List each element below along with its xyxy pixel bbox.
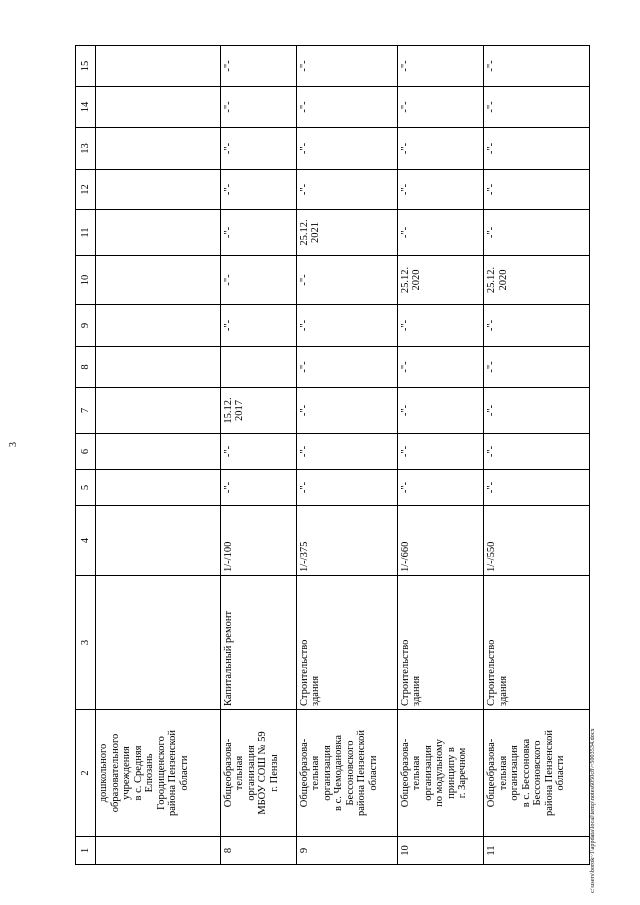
header-row	[76, 46, 96, 865]
table-cell	[96, 46, 221, 87]
header-cell: 15	[76, 46, 96, 87]
table-cell: -"-	[220, 170, 296, 210]
table-cell: -"-	[296, 87, 397, 128]
header-cell: 3	[76, 576, 96, 710]
table-cell	[96, 256, 221, 305]
table-cell: -"-	[484, 87, 590, 128]
table-cell	[96, 210, 221, 256]
header-cell: 14	[76, 87, 96, 128]
table-cell	[220, 347, 296, 388]
table-cell: -"-	[296, 388, 397, 434]
table-cell	[96, 576, 221, 710]
table-row	[220, 46, 296, 865]
header-cell: 9	[76, 305, 96, 347]
table-cell: -"-	[484, 470, 590, 506]
table-cell: -"-	[484, 128, 590, 170]
table-cell: 1/-/375	[296, 506, 397, 576]
header-cell: 1	[76, 837, 96, 865]
table-cell: -"-	[484, 347, 590, 388]
table-cell: 1/-/550	[484, 506, 590, 576]
header-cell: 11	[76, 210, 96, 256]
table-cell	[96, 305, 221, 347]
table-cell: -"-	[220, 87, 296, 128]
rotated-table-container	[75, 50, 590, 865]
table-cell: -"-	[296, 170, 397, 210]
table-cell: -"-	[397, 470, 484, 506]
table-cell: -"-	[397, 210, 484, 256]
header-cell: 12	[76, 170, 96, 210]
table-cell: 1/-/660	[397, 506, 484, 576]
table-cell: -"-	[220, 210, 296, 256]
table-row	[484, 46, 590, 865]
table-cell: -"-	[484, 305, 590, 347]
table-cell: 9	[296, 837, 397, 865]
table-cell: -"-	[397, 305, 484, 347]
table-cell: Общеобразова- тельная организация МБОУ СОШ № 59 г. Пензы	[220, 710, 296, 837]
table-cell: Общеобразова- тельная организация по модульному принципу в г. Заречном	[397, 710, 484, 837]
table-cell: Капитальный ремонт	[220, 576, 296, 710]
header-cell: 10	[76, 256, 96, 305]
table-cell: 25.12. 2020	[484, 256, 590, 305]
table-cell: -"-	[296, 128, 397, 170]
table-cell: 25.12. 2020	[397, 256, 484, 305]
table-cell: -"-	[397, 170, 484, 210]
table-cell	[96, 837, 221, 865]
header-cell: 6	[76, 434, 96, 470]
table-cell: -"-	[220, 305, 296, 347]
table-cell: Строительство здания	[484, 576, 590, 710]
table-cell: -"-	[296, 434, 397, 470]
table-cell: 1/-/100	[220, 506, 296, 576]
table-cell	[96, 434, 221, 470]
table-cell	[96, 470, 221, 506]
table-cell: -"-	[397, 434, 484, 470]
table-cell: -"-	[397, 347, 484, 388]
table-row	[397, 46, 484, 865]
table-cell: -"-	[296, 305, 397, 347]
footer-file-path: c:\users\borok~1\appdata\local\temp\notes6050c8\~5003534.docx	[590, 728, 596, 893]
table-cell	[96, 506, 221, 576]
table-cell: -"-	[296, 347, 397, 388]
data-table	[75, 45, 590, 865]
table-cell: -"-	[484, 170, 590, 210]
table-cell: -"-	[220, 256, 296, 305]
table-cell: 10	[397, 837, 484, 865]
table-cell	[96, 347, 221, 388]
header-cell: 4	[76, 506, 96, 576]
table-cell: -"-	[397, 128, 484, 170]
table-row	[96, 46, 221, 865]
table-cell: -"-	[397, 87, 484, 128]
table-cell: -"-	[220, 434, 296, 470]
table-cell: -"-	[296, 46, 397, 87]
table-cell: 11	[484, 837, 590, 865]
table-cell: 25.12. 2021	[296, 210, 397, 256]
table-cell	[96, 170, 221, 210]
table-cell	[96, 87, 221, 128]
table-cell: Общеобразова- тельная организация в с. Бессоновка Бессоновского района Пензенской области	[484, 710, 590, 837]
header-cell: 5	[76, 470, 96, 506]
table-cell: -"-	[484, 210, 590, 256]
table-cell: Строительство здания	[397, 576, 484, 710]
table-cell: дошкольного образовательного учреждения в с. Средняя Елюзань Городищенского района Пензенской области	[96, 710, 221, 837]
table-cell: Строительство здания	[296, 576, 397, 710]
table-cell: -"-	[484, 46, 590, 87]
table-cell: -"-	[296, 256, 397, 305]
table-cell: 15.12. 2017	[220, 388, 296, 434]
table-cell	[96, 128, 221, 170]
table-cell: -"-	[220, 470, 296, 506]
table-cell: Общеобразова- тельная организация в с. Чемодановка Бессоновского района Пензенской области	[296, 710, 397, 837]
table-cell: -"-	[220, 128, 296, 170]
table-cell	[96, 388, 221, 434]
header-cell: 8	[76, 347, 96, 388]
table-cell: -"-	[484, 434, 590, 470]
table-cell: -"-	[397, 46, 484, 87]
header-cell: 13	[76, 128, 96, 170]
table-cell: -"-	[296, 470, 397, 506]
table-row	[296, 46, 397, 865]
table-cell: 8	[220, 837, 296, 865]
table-cell: -"-	[397, 388, 484, 434]
page-number: 3	[8, 442, 19, 447]
table-cell: -"-	[484, 388, 590, 434]
header-cell: 2	[76, 710, 96, 837]
header-cell: 7	[76, 388, 96, 434]
table-cell: -"-	[220, 46, 296, 87]
